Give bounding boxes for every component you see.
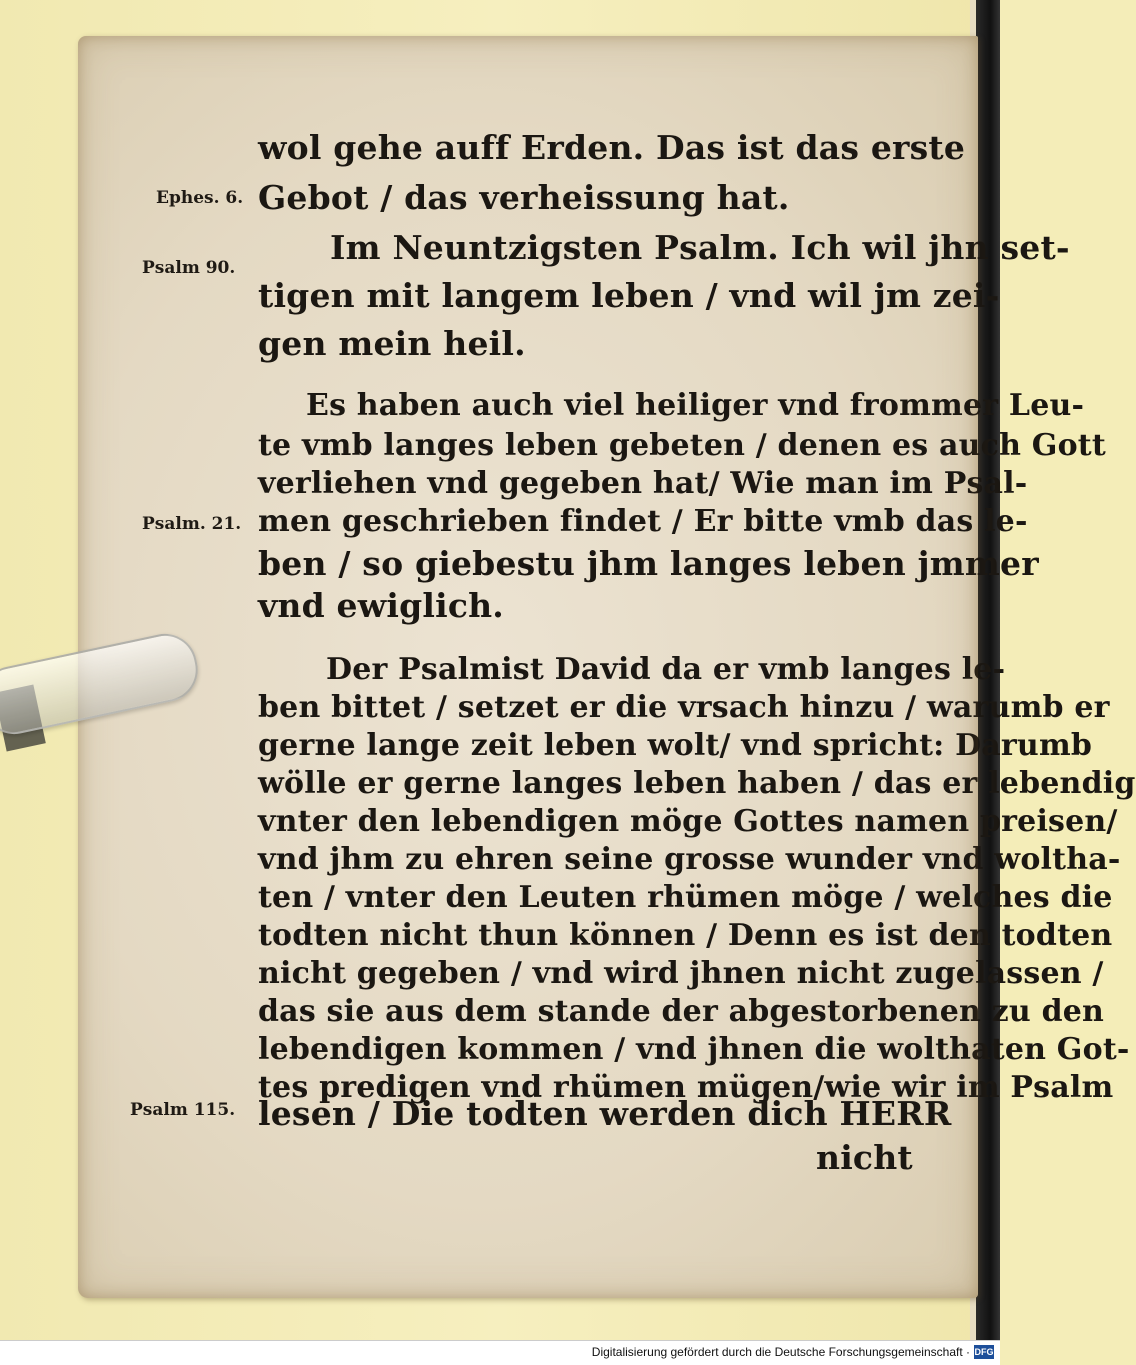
text-line: verliehen vnd gegeben hat/ Wie man im Psal-: [258, 466, 1028, 501]
scanned-page: [78, 36, 1136, 1298]
text-line: men geschrieben findet / Er bitte vmb das le-: [258, 504, 1028, 539]
text-line: vnter den lebendigen möge Gottes namen preisen/: [258, 804, 1118, 839]
text-line: te vmb langes leben gebeten / denen es auch Gott: [258, 428, 1106, 463]
text-line: vnd ewiglich.: [258, 586, 504, 625]
text-line: ten / vnter den Leuten rhümen möge / welches die: [258, 880, 1113, 915]
text-line: Es haben auch viel heiliger vnd frommer Leu-: [306, 388, 1085, 423]
margin-note: Psalm 115.: [130, 1100, 236, 1120]
text-line: wölle er gerne langes leben haben / das er lebendig: [258, 766, 1136, 801]
text-line: gerne lange zeit leben wolt/ vnd spricht: Darumb: [258, 728, 1093, 763]
catchword: nicht: [816, 1138, 913, 1177]
text-line: ben bittet / setzet er die vrsach hinzu / warumb er: [258, 690, 1110, 725]
text-line: lebendigen kommen / vnd jhnen die wolthaten Got-: [258, 1032, 1130, 1067]
footer-bar: [0, 1340, 1000, 1365]
text-line: todten nicht thun können / Denn es ist den todten: [258, 918, 1113, 953]
text-line: lesen / Die todten werden dich HERR: [258, 1094, 952, 1133]
text-line: tigen mit langem leben / vnd wil jm zei-: [258, 276, 1000, 315]
text-line: Im Neuntzigsten Psalm. Ich wil jhn set-: [330, 228, 1070, 267]
text-line: das sie aus dem stande der abgestorbenen zu den: [258, 994, 1105, 1029]
text-line: Der Psalmist David da er vmb langes le-: [326, 652, 1006, 687]
funding-credit: Digitalisierung gefördert durch die Deutsche Forschungsgemeinschaft ·: [591, 1345, 970, 1359]
text-line: tes predigen vnd rhümen mügen/wie wir im Psalm: [258, 1070, 1114, 1105]
text-line: wol gehe auff Erden. Das ist das erste: [258, 128, 966, 167]
text-line: gen mein heil.: [258, 324, 526, 363]
margin-note: Ephes. 6.: [156, 188, 244, 208]
text-line: nicht gegeben / vnd wird jhnen nicht zugelassen /: [258, 956, 1104, 991]
dfg-logo-icon: DFG: [974, 1347, 994, 1357]
text-line: Gebot / das verheissung hat.: [258, 178, 790, 217]
text-line: ben / so giebestu jhm langes leben jmmer: [258, 544, 1039, 583]
margin-note: Psalm 90.: [142, 258, 236, 278]
margin-note: Psalm. 21.: [142, 514, 242, 534]
text-line: vnd jhm zu ehren seine grosse wunder vnd woltha-: [258, 842, 1121, 877]
